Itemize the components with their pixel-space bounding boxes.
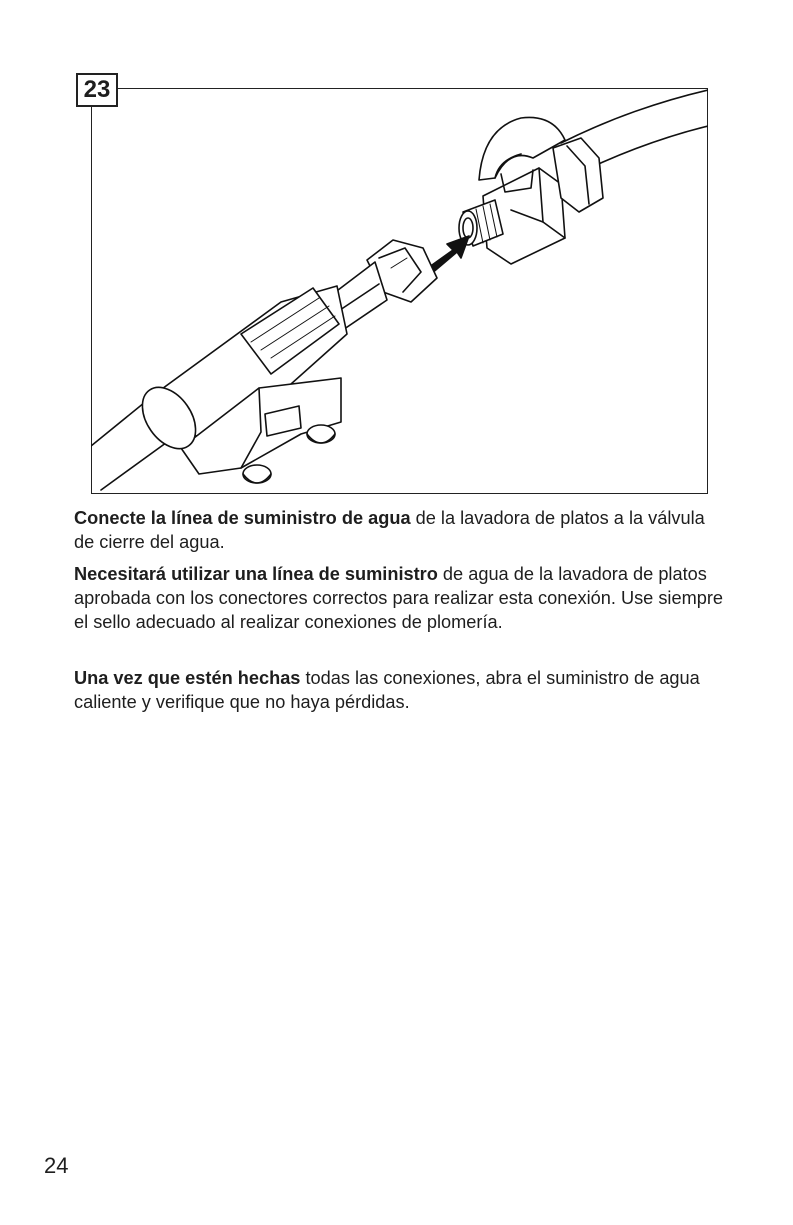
paragraph-text: de agua de la lavadora de platos aprobada con los conectores correctos para realizar esta conexión. Use siempre el sello adecuado al realizar conexiones de plomería. <box>74 564 724 632</box>
instruction-paragraph <box>74 562 724 634</box>
paragraph-bold-lead: Necesitará utilizar una línea de suministro <box>74 564 438 584</box>
paragraph-text: todas las conexiones, abra el suministro de agua caliente y verifique que no haya pérdidas. <box>74 668 700 712</box>
paragraph-bold-lead: Una vez que estén hechas <box>74 668 301 688</box>
figure-number: 23 <box>76 73 118 107</box>
page-number: 24 <box>44 1153 69 1178</box>
paragraph-bold-lead: Conecte la línea de suministro de agua <box>74 508 411 528</box>
instruction-paragraph <box>74 506 724 554</box>
water-supply-connection-illustration <box>91 88 708 494</box>
paragraph-text: de la lavadora de platos a la válvula de cierre del agua. <box>74 508 705 552</box>
instruction-paragraph <box>74 666 724 714</box>
